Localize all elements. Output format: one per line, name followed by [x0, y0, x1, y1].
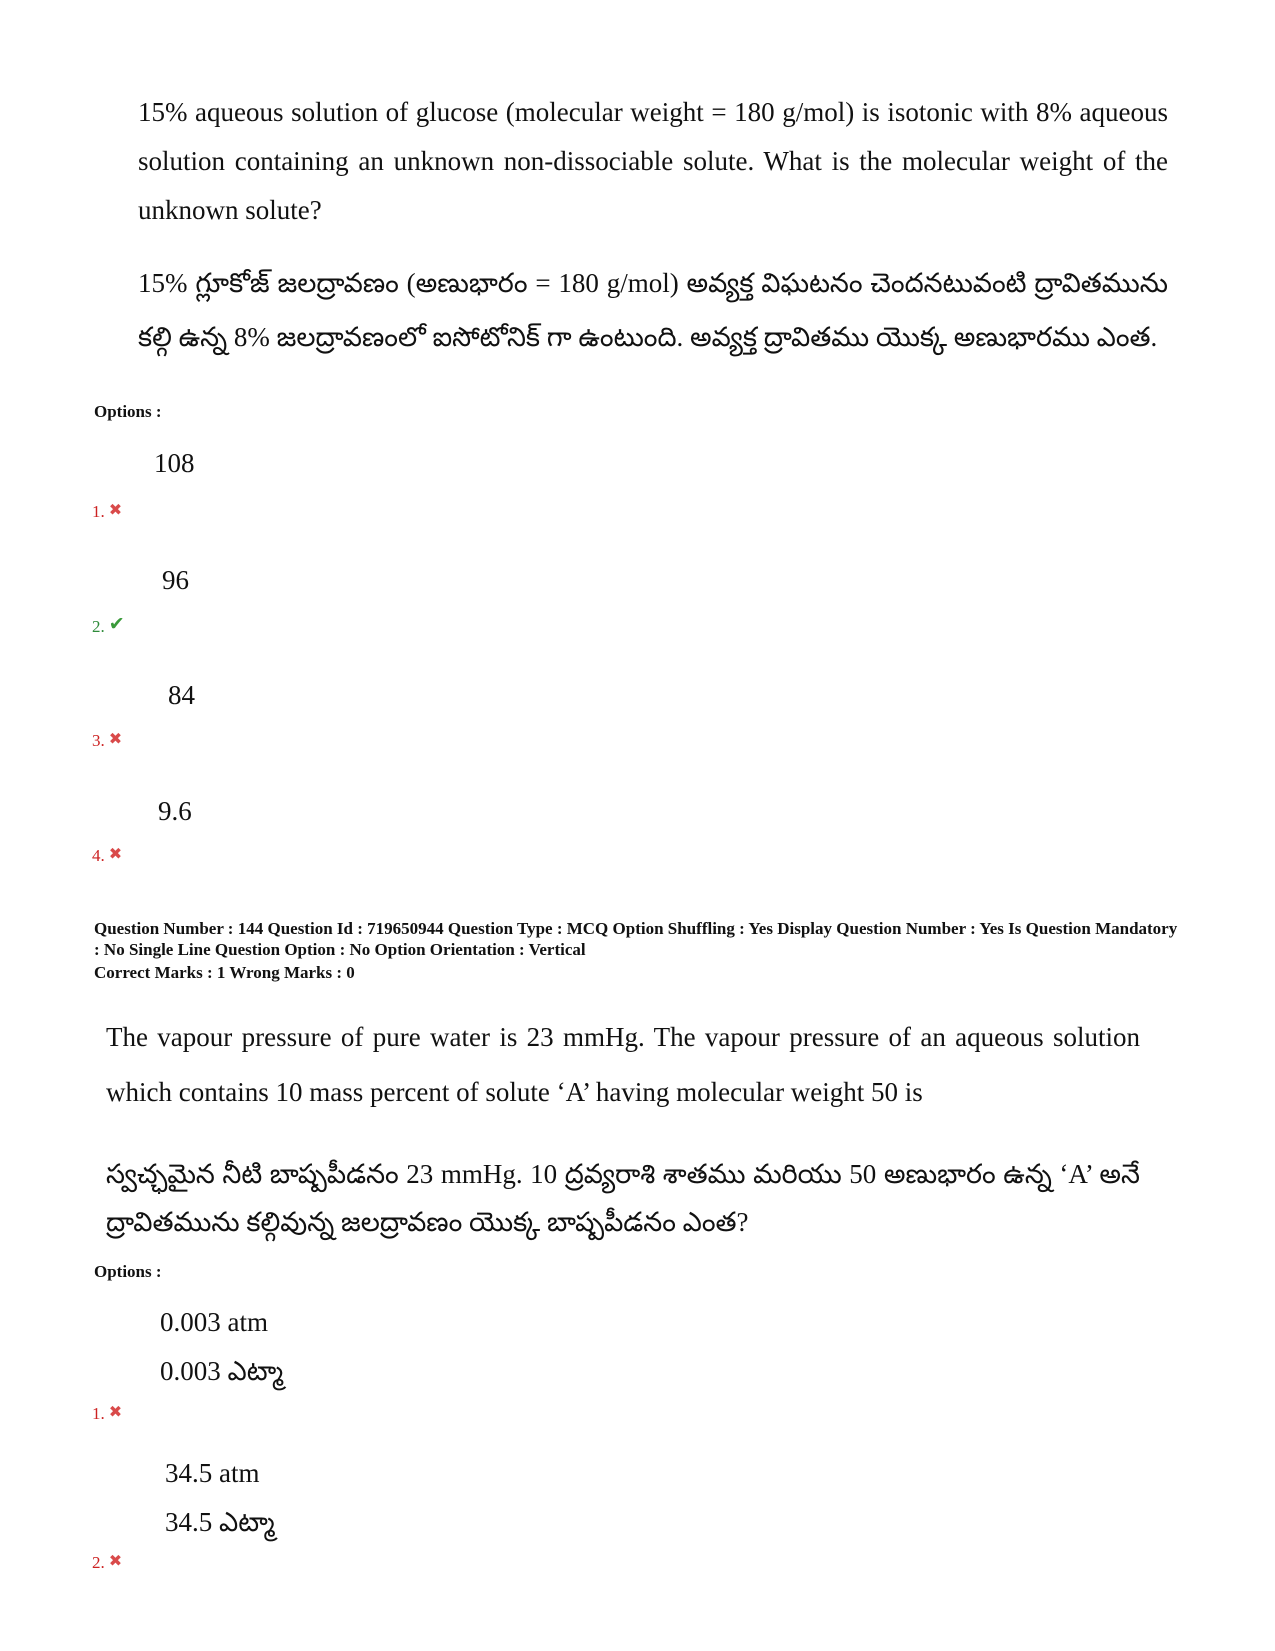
option-1-value: 108 — [154, 448, 195, 478]
option-2-marker — [92, 1551, 122, 1573]
cross-icon: ✖ — [108, 731, 123, 748]
option-3-number: 3. — [92, 731, 105, 750]
option-2-number: 2. — [92, 617, 105, 636]
option-4-number: 4. — [92, 846, 105, 865]
option-2-value-english: 34.5 atm — [165, 1458, 260, 1488]
option-2-value-telugu: 34.5 ఎట్మా — [165, 1507, 275, 1537]
cross-icon: ✖ — [108, 846, 123, 863]
option-2-value: 96 — [162, 565, 189, 595]
option-3-marker — [92, 729, 122, 751]
check-icon: ✔ — [108, 614, 125, 635]
options-label: Options : — [94, 402, 162, 421]
option-2-marker — [92, 613, 125, 637]
option-4-value: 9.6 — [158, 796, 192, 826]
option-1-number: 1. — [92, 502, 105, 521]
cross-icon: ✖ — [108, 1404, 123, 1421]
question-text-telugu: 15% గ్లూకోజ్ జలద్రావణం (అణుభారం = 180 g/mol) అవ్యక్త విఘటనం చెందనటువంటి ద్రావితమును కల్గి ఉన్న 8% జలద్రావణంలో ఐసోటోనిక్ గా ఉంటుంది. అవ్యక్త ద్రావితము యొక్క అణుభారము ఎంత. — [138, 268, 1168, 352]
cross-icon: ✖ — [108, 1553, 123, 1570]
option-1-number: 1. — [92, 1404, 105, 1423]
question-text-telugu: స్వచ్ఛమైన నీటి బాష్పపీడనం 23 mmHg. 10 ద్రవ్యరాశి శాతము మరియు 50 అణుభారం ఉన్న ‘A’ అనే ద్రావితమును కల్గివున్న జలద్రావణం యొక్క బాష్పపీడనం ఎంత? — [106, 1159, 1140, 1237]
option-1-value-english: 0.003 atm — [160, 1307, 268, 1337]
option-2-number: 2. — [92, 1553, 105, 1572]
option-1-marker — [92, 1402, 122, 1424]
marks-info: Correct Marks : 1 Wrong Marks : 0 — [94, 963, 355, 982]
cross-icon: ✖ — [108, 502, 123, 519]
question-text-english: The vapour pressure of pure water is 23 mmHg. The vapour pressure of an aqueous solution which contains 10 mass percent of solute ‘A’ having molecular weight 50 is — [106, 1022, 1140, 1107]
option-3-value: 84 — [168, 680, 195, 710]
options-label: Options : — [94, 1262, 162, 1281]
option-4-marker — [92, 844, 122, 866]
option-1-value-telugu: 0.003 ఎట్మా — [160, 1356, 284, 1386]
option-1-marker — [92, 500, 122, 522]
question-text-english: 15% aqueous solution of glucose (molecular weight = 180 g/mol) is isotonic with 8% aqueous solution containing an unknown non-dissociable solute. What is the molecular weight of the unknown solute? — [138, 97, 1168, 225]
question-meta: Question Number : 144 Question Id : 719650944 Question Type : MCQ Option Shuffling : Yes Display Question Number : Yes Is Question Mandatory : No Single Line Question Option : No Option Orientation : Vertical — [94, 919, 1178, 959]
